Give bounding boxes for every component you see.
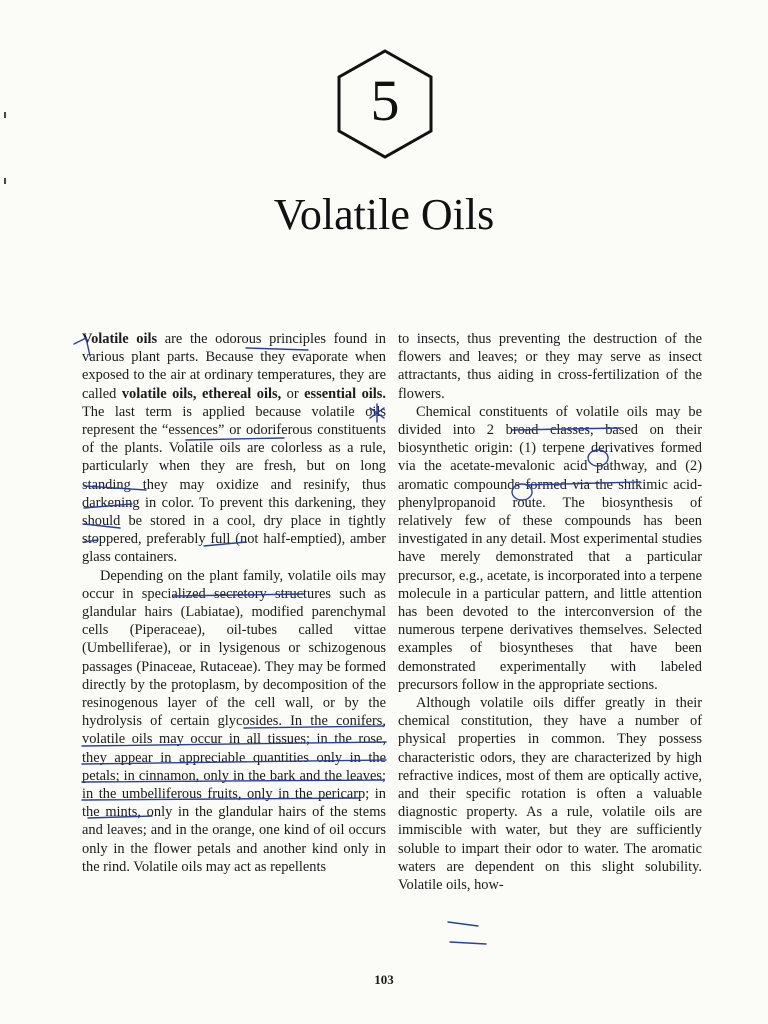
margin-tick bbox=[4, 112, 6, 118]
bold-term: volatile oils, ethereal oils, bbox=[121, 385, 282, 402]
left-column bbox=[82, 330, 386, 876]
page-number: 103 bbox=[374, 972, 394, 987]
underline-mark bbox=[450, 942, 486, 944]
chapter-number: 5 bbox=[370, 68, 400, 133]
left-paragraph-1 bbox=[82, 330, 386, 567]
right-paragraph-2: Chemical constituents of volatile oils may be divided into 2 broad classes, based on their biosynthetic origin: (1) terpene derivatives formed via the acetate-mevalonic acid pathway, and (2) aromatic compounds formed via the shikimic acid-phenylpropanoid route. The biosynthesis of relatively few of these compounds has been investigated in any detail. Most experimental studies have merely demonstrated that a particular precursor, e.g., acetate, is incorporated into a terpene molecule in a particular pattern, and little attention has been devoted to the interconversion of the numerous terpene derivatives themselves. Selected examples of biosyntheses that have been demonstrated experimentally with labeled precursors follow in the appropriate sections. bbox=[398, 403, 702, 693]
paragraph-text: The last term is applied because volatile oils represent the “essences” or odoriferous constituents of the plants. Volatile oils are colorless as a rule, particularly when they are fresh, but on long standing they may oxidize and resinify, thus darkening in color. To prevent this darkening, they should be stored in a cool, dry place in tightly stoppered, preferably full (not half-emptied), amber glass containers. bbox=[82, 403, 386, 566]
chapter-badge bbox=[334, 48, 436, 160]
right-column bbox=[398, 330, 702, 894]
chapter-title: Volatile Oils bbox=[273, 190, 495, 239]
paragraph-text: are the odorous principles found in various plant parts. Because they evaporate when exposed to the air at ordinary temperatures, they are called bbox=[82, 331, 386, 402]
underline-mark bbox=[448, 922, 478, 926]
paragraph-text: or bbox=[281, 385, 305, 402]
bold-term: essential oils. bbox=[304, 385, 387, 402]
margin-tick bbox=[4, 178, 6, 184]
left-paragraph-2: Depending on the plant family, volatile oils may occur in specialized secretory structures such as glandular hairs (Labiatae), modified parenchymal cells (Piperaceae), oil-tubes called vittae (Umbelliferae), or in lysigenous or schizogenous passages (Pinaceae, Rutaceae). They may be formed directly by the protoplasm, by decomposition of the resinogenous layer of the cell wall, or by the hydrolysis of certain glycosides. In the conifers, volatile oils may occur in all tissues; in the rose, they appear in appreciable quantities only in the petals; in cinnamon, only in the bark and the leaves; in the umbelliferous fruits, only in the pericarp; in the mints, only in the glandular hairs of the stems and leaves; and in the orange, one kind of oil occurs only in the flower petals and another kind only in the rind. Volatile oils may act as repellents bbox=[82, 567, 386, 875]
right-paragraph-1: to insects, thus preventing the destruction of the flowers and leaves; or they may serve as insect attractants, thus aiding in cross-fertilization of the flowers. bbox=[398, 331, 702, 402]
lead-term: Volatile oils bbox=[82, 331, 158, 347]
right-paragraph-3: Although volatile oils differ greatly in their chemical constitution, they have a number of physical properties in common. They possess characteristic odors, they are characterized by high refractive indices, most of them are optically active, and their specific rotation is often a valuable diagnostic property. As a rule, volatile oils are immiscible with water, but they are sufficiently soluble to impart their odor to water. The aromatic waters are dependent on this slight solubility. Volatile oils, how- bbox=[398, 695, 702, 894]
